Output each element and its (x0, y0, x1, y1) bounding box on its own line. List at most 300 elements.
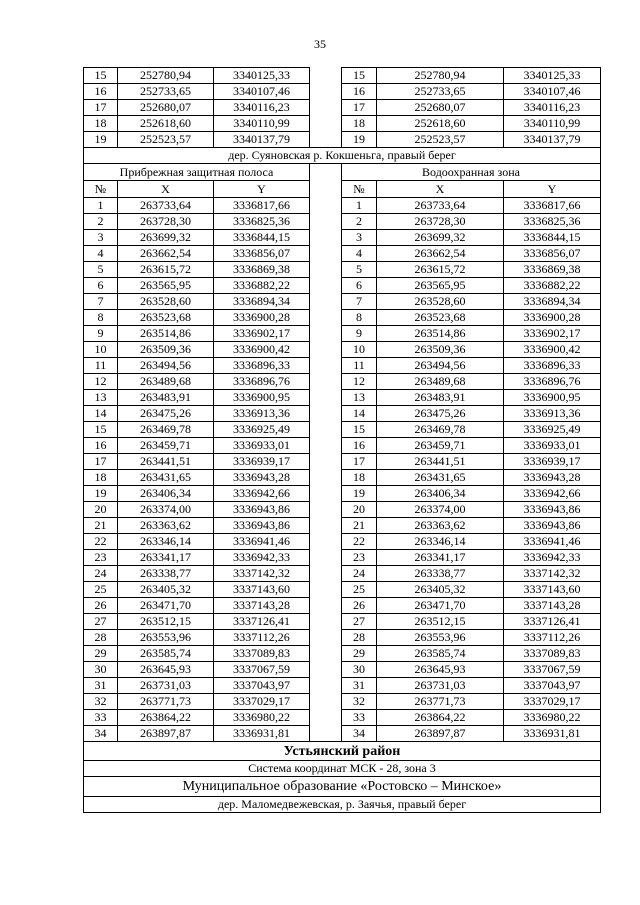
x-coordinate-right: 263406,34 (377, 486, 504, 502)
table-row (84, 262, 601, 278)
x-coordinate-right: 263699,32 (377, 230, 504, 246)
point-number-left: 17 (84, 454, 118, 470)
point-number-left: 19 (84, 486, 118, 502)
x-coordinate-left: 263405,32 (118, 582, 214, 598)
table-row (84, 470, 601, 486)
y-coordinate-left: 3337029,17 (214, 694, 310, 710)
x-coordinate-right: 263363,62 (377, 518, 504, 534)
table-row (84, 518, 601, 534)
column-gap (310, 374, 342, 390)
x-coordinate-left: 263471,70 (118, 598, 214, 614)
point-number-left: 12 (84, 374, 118, 390)
table-row (84, 662, 601, 678)
page-number: 35 (314, 37, 326, 51)
y-coordinate-right: 3337112,26 (504, 630, 601, 646)
district-title: Устьянский район (84, 742, 601, 761)
point-number-right: 18 (342, 470, 377, 486)
y-coordinate-right: 3336902,17 (504, 326, 601, 342)
point-number-left: 6 (84, 278, 118, 294)
y-coordinate-right: 3336825,36 (504, 214, 601, 230)
y-coordinate-left: 3340125,33 (214, 68, 310, 84)
y-coordinate-left: 3340110,99 (214, 116, 310, 132)
col-header-x-right: X (377, 181, 504, 198)
point-number-left: 11 (84, 358, 118, 374)
point-number-right: 16 (342, 438, 377, 454)
column-gap (310, 454, 342, 470)
table-row (84, 678, 601, 694)
y-coordinate-left: 3336900,95 (214, 390, 310, 406)
point-number-left: 30 (84, 662, 118, 678)
table-row (84, 100, 601, 116)
y-coordinate-left: 3336896,33 (214, 358, 310, 374)
column-gap (310, 406, 342, 422)
y-coordinate-left: 3336882,22 (214, 278, 310, 294)
table-row (84, 502, 601, 518)
point-number-right: 4 (342, 246, 377, 262)
point-number-left: 7 (84, 294, 118, 310)
column-gap (310, 470, 342, 486)
x-coordinate-left: 263645,93 (118, 662, 214, 678)
y-coordinate-right: 3337029,17 (504, 694, 601, 710)
y-coordinate-right: 3336817,66 (504, 198, 601, 214)
point-number-left: 8 (84, 310, 118, 326)
y-coordinate-left: 3336925,49 (214, 422, 310, 438)
column-gap (310, 390, 342, 406)
x-coordinate-right: 263469,78 (377, 422, 504, 438)
table-row (84, 294, 601, 310)
point-number-left: 29 (84, 646, 118, 662)
point-number-right: 12 (342, 374, 377, 390)
x-coordinate-right: 263509,36 (377, 342, 504, 358)
point-number-left: 3 (84, 230, 118, 246)
point-number-right: 19 (342, 132, 377, 148)
column-gap (310, 598, 342, 614)
point-number-right: 9 (342, 326, 377, 342)
y-coordinate-right: 3336896,33 (504, 358, 601, 374)
y-coordinate-left: 3336900,42 (214, 342, 310, 358)
x-coordinate-left: 252680,07 (118, 100, 214, 116)
column-gap (310, 502, 342, 518)
column-gap (310, 181, 342, 198)
column-gap (310, 422, 342, 438)
table-row (84, 582, 601, 598)
x-coordinate-left: 263406,34 (118, 486, 214, 502)
table-row (84, 84, 601, 100)
x-coordinate-left: 263897,87 (118, 726, 214, 742)
point-number-right: 10 (342, 342, 377, 358)
x-coordinate-right: 263733,64 (377, 198, 504, 214)
x-coordinate-left: 263523,68 (118, 310, 214, 326)
x-coordinate-right: 263346,14 (377, 534, 504, 550)
x-coordinate-left: 252733,65 (118, 84, 214, 100)
y-coordinate-right: 3336931,81 (504, 726, 601, 742)
x-coordinate-left: 263553,96 (118, 630, 214, 646)
y-coordinate-right: 3340107,46 (504, 84, 601, 100)
x-coordinate-left: 263512,15 (118, 614, 214, 630)
table-row (84, 326, 601, 342)
point-number-right: 28 (342, 630, 377, 646)
x-coordinate-right: 263374,00 (377, 502, 504, 518)
y-coordinate-right: 3340110,99 (504, 116, 601, 132)
x-coordinate-right: 263483,91 (377, 390, 504, 406)
col-header-x-left: X (118, 181, 214, 198)
column-gap (310, 230, 342, 246)
y-coordinate-right: 3336943,28 (504, 470, 601, 486)
x-coordinate-right: 263494,56 (377, 358, 504, 374)
point-number-left: 15 (84, 422, 118, 438)
x-coordinate-left: 263662,54 (118, 246, 214, 262)
point-number-right: 13 (342, 390, 377, 406)
point-number-right: 23 (342, 550, 377, 566)
x-coordinate-left: 263585,74 (118, 646, 214, 662)
col-header-num-right: № (342, 181, 377, 198)
point-number-left: 5 (84, 262, 118, 278)
point-number-left: 33 (84, 710, 118, 726)
table-row (84, 68, 601, 84)
point-number-right: 30 (342, 662, 377, 678)
y-coordinate-right: 3336939,17 (504, 454, 601, 470)
point-number-left: 14 (84, 406, 118, 422)
column-gap (310, 326, 342, 342)
table-row (84, 630, 601, 646)
column-gap (310, 614, 342, 630)
x-coordinate-left: 263514,86 (118, 326, 214, 342)
point-number-right: 3 (342, 230, 377, 246)
column-gap (310, 678, 342, 694)
table-row (84, 454, 601, 470)
x-coordinate-right: 252618,60 (377, 116, 504, 132)
section-title: дер. Суяновская р. Кокшеньга, правый берег (84, 148, 601, 164)
point-number-left: 24 (84, 566, 118, 582)
y-coordinate-left: 3336844,15 (214, 230, 310, 246)
x-coordinate-right: 263514,86 (377, 326, 504, 342)
point-number-right: 1 (342, 198, 377, 214)
y-coordinate-right: 3336933,01 (504, 438, 601, 454)
y-coordinate-right: 3337126,41 (504, 614, 601, 630)
table-row (84, 566, 601, 582)
point-number-right: 31 (342, 678, 377, 694)
x-coordinate-right: 263662,54 (377, 246, 504, 262)
column-gap (310, 278, 342, 294)
y-coordinate-left: 3336931,81 (214, 726, 310, 742)
point-number-left: 9 (84, 326, 118, 342)
x-coordinate-left: 263864,22 (118, 710, 214, 726)
table-row (84, 406, 601, 422)
point-number-left: 15 (84, 68, 118, 84)
point-number-right: 26 (342, 598, 377, 614)
y-coordinate-left: 3337142,32 (214, 566, 310, 582)
x-coordinate-right: 252780,94 (377, 68, 504, 84)
y-coordinate-right: 3337067,59 (504, 662, 601, 678)
point-number-right: 17 (342, 100, 377, 116)
y-coordinate-left: 3337043,97 (214, 678, 310, 694)
top-rows (84, 68, 601, 148)
table-row (84, 374, 601, 390)
y-coordinate-left: 3337112,26 (214, 630, 310, 646)
x-coordinate-left: 263565,95 (118, 278, 214, 294)
x-coordinate-left: 263475,26 (118, 406, 214, 422)
y-coordinate-right: 3336894,34 (504, 294, 601, 310)
table-row (84, 342, 601, 358)
y-coordinate-left: 3337067,59 (214, 662, 310, 678)
point-number-right: 15 (342, 68, 377, 84)
x-coordinate-left: 263615,72 (118, 262, 214, 278)
column-gap (310, 246, 342, 262)
point-number-right: 16 (342, 84, 377, 100)
point-number-left: 22 (84, 534, 118, 550)
column-gap (310, 198, 342, 214)
x-coordinate-left: 263528,60 (118, 294, 214, 310)
table-row (84, 310, 601, 326)
point-number-left: 20 (84, 502, 118, 518)
column-gap (310, 486, 342, 502)
table-row (84, 598, 601, 614)
column-gap (310, 358, 342, 374)
column-gap (310, 116, 342, 132)
table-row (84, 726, 601, 742)
y-coordinate-right: 3336900,28 (504, 310, 601, 326)
y-coordinate-left: 3337089,83 (214, 646, 310, 662)
x-coordinate-right: 263528,60 (377, 294, 504, 310)
x-coordinate-right: 263728,30 (377, 214, 504, 230)
x-coordinate-left: 263509,36 (118, 342, 214, 358)
x-coordinate-right: 252680,07 (377, 100, 504, 116)
y-coordinate-left: 3336980,22 (214, 710, 310, 726)
y-coordinate-right: 3336900,42 (504, 342, 601, 358)
y-coordinate-left: 3340116,23 (214, 100, 310, 116)
y-coordinate-left: 3336943,86 (214, 502, 310, 518)
y-coordinate-right: 3337142,32 (504, 566, 601, 582)
column-gap (310, 438, 342, 454)
x-coordinate-right: 263864,22 (377, 710, 504, 726)
x-coordinate-left: 263489,68 (118, 374, 214, 390)
y-coordinate-right: 3336941,46 (504, 534, 601, 550)
x-coordinate-right: 252733,65 (377, 84, 504, 100)
section-header (84, 148, 601, 198)
y-coordinate-right: 3336942,33 (504, 550, 601, 566)
col-header-y-left: Y (214, 181, 310, 198)
column-gap (310, 310, 342, 326)
table-row (84, 390, 601, 406)
x-coordinate-right: 263338,77 (377, 566, 504, 582)
table-row (84, 230, 601, 246)
y-coordinate-right: 3336844,15 (504, 230, 601, 246)
y-coordinate-left: 3336856,07 (214, 246, 310, 262)
y-coordinate-right: 3336980,22 (504, 710, 601, 726)
column-gap (310, 566, 342, 582)
table-row (84, 614, 601, 630)
x-coordinate-right: 263897,87 (377, 726, 504, 742)
column-gap (310, 726, 342, 742)
y-coordinate-left: 3336942,66 (214, 486, 310, 502)
table-row (84, 694, 601, 710)
point-number-right: 18 (342, 116, 377, 132)
point-number-right: 32 (342, 694, 377, 710)
col-header-y-right: Y (504, 181, 601, 198)
column-gap (310, 534, 342, 550)
y-coordinate-left: 3336943,28 (214, 470, 310, 486)
point-number-left: 27 (84, 614, 118, 630)
y-coordinate-left: 3336894,34 (214, 294, 310, 310)
point-number-left: 10 (84, 342, 118, 358)
column-gap (310, 342, 342, 358)
coordinates-table (83, 67, 601, 813)
column-gap (310, 68, 342, 84)
table-row (84, 534, 601, 550)
x-coordinate-left: 252780,94 (118, 68, 214, 84)
point-number-right: 34 (342, 726, 377, 742)
x-coordinate-right: 252523,57 (377, 132, 504, 148)
x-coordinate-left: 263346,14 (118, 534, 214, 550)
y-coordinate-right: 3336896,76 (504, 374, 601, 390)
point-number-left: 32 (84, 694, 118, 710)
x-coordinate-left: 263441,51 (118, 454, 214, 470)
table-row (84, 422, 601, 438)
y-coordinate-right: 3337143,28 (504, 598, 601, 614)
point-number-right: 14 (342, 406, 377, 422)
x-coordinate-right: 263459,71 (377, 438, 504, 454)
x-coordinate-left: 263731,03 (118, 678, 214, 694)
column-gap (310, 710, 342, 726)
point-number-left: 31 (84, 678, 118, 694)
coordinate-system: Система координат МСК - 28, зона 3 (84, 761, 601, 777)
x-coordinate-left: 263338,77 (118, 566, 214, 582)
table-row (84, 486, 601, 502)
point-number-right: 22 (342, 534, 377, 550)
column-gap (310, 262, 342, 278)
main-rows (84, 198, 601, 742)
table-row (84, 198, 601, 214)
y-coordinate-left: 3336941,46 (214, 534, 310, 550)
y-coordinate-left: 3336896,76 (214, 374, 310, 390)
point-number-right: 24 (342, 566, 377, 582)
point-number-right: 2 (342, 214, 377, 230)
column-gap (310, 694, 342, 710)
point-number-left: 19 (84, 132, 118, 148)
point-number-left: 28 (84, 630, 118, 646)
x-coordinate-right: 263471,70 (377, 598, 504, 614)
y-coordinate-right: 3336869,38 (504, 262, 601, 278)
table-row (84, 358, 601, 374)
point-number-right: 21 (342, 518, 377, 534)
y-coordinate-right: 3336856,07 (504, 246, 601, 262)
column-gap (310, 646, 342, 662)
column-gap (310, 164, 342, 181)
x-coordinate-left: 263728,30 (118, 214, 214, 230)
y-coordinate-right: 3340116,23 (504, 100, 601, 116)
y-coordinate-right: 3340137,79 (504, 132, 601, 148)
y-coordinate-right: 3336943,86 (504, 502, 601, 518)
point-number-right: 5 (342, 262, 377, 278)
point-number-left: 25 (84, 582, 118, 598)
x-coordinate-right: 263489,68 (377, 374, 504, 390)
table-row (84, 438, 601, 454)
y-coordinate-right: 3336942,66 (504, 486, 601, 502)
x-coordinate-left: 263431,65 (118, 470, 214, 486)
y-coordinate-left: 3336942,33 (214, 550, 310, 566)
col-header-num-left: № (84, 181, 118, 198)
x-coordinate-right: 263645,93 (377, 662, 504, 678)
x-coordinate-left: 252523,57 (118, 132, 214, 148)
point-number-left: 16 (84, 84, 118, 100)
table-row (84, 278, 601, 294)
y-coordinate-left: 3336817,66 (214, 198, 310, 214)
x-coordinate-left: 263363,62 (118, 518, 214, 534)
table-row (84, 246, 601, 262)
column-gap (310, 214, 342, 230)
column-gap (310, 630, 342, 646)
x-coordinate-left: 263771,73 (118, 694, 214, 710)
point-number-right: 15 (342, 422, 377, 438)
y-coordinate-right: 3337043,97 (504, 678, 601, 694)
point-number-left: 34 (84, 726, 118, 742)
x-coordinate-right: 263565,95 (377, 278, 504, 294)
point-number-right: 20 (342, 502, 377, 518)
y-coordinate-left: 3340137,79 (214, 132, 310, 148)
x-coordinate-left: 263469,78 (118, 422, 214, 438)
point-number-right: 19 (342, 486, 377, 502)
point-number-right: 27 (342, 614, 377, 630)
x-coordinate-right: 263771,73 (377, 694, 504, 710)
x-coordinate-left: 263459,71 (118, 438, 214, 454)
y-coordinate-left: 3336943,86 (214, 518, 310, 534)
point-number-left: 26 (84, 598, 118, 614)
y-coordinate-left: 3336933,01 (214, 438, 310, 454)
left-header: Прибрежная защитная полоса (84, 164, 310, 181)
point-number-left: 4 (84, 246, 118, 262)
y-coordinate-left: 3336825,36 (214, 214, 310, 230)
point-number-right: 25 (342, 582, 377, 598)
table-row (84, 132, 601, 148)
x-coordinate-right: 263585,74 (377, 646, 504, 662)
x-coordinate-right: 263615,72 (377, 262, 504, 278)
x-coordinate-left: 263483,91 (118, 390, 214, 406)
y-coordinate-left: 3336913,36 (214, 406, 310, 422)
x-coordinate-right: 263512,15 (377, 614, 504, 630)
y-coordinate-right: 3336913,36 (504, 406, 601, 422)
point-number-left: 23 (84, 550, 118, 566)
y-coordinate-left: 3337126,41 (214, 614, 310, 630)
table-row (84, 116, 601, 132)
x-coordinate-right: 263441,51 (377, 454, 504, 470)
x-coordinate-left: 263341,17 (118, 550, 214, 566)
y-coordinate-right: 3337089,83 (504, 646, 601, 662)
x-coordinate-right: 263475,26 (377, 406, 504, 422)
point-number-left: 16 (84, 438, 118, 454)
x-coordinate-right: 263523,68 (377, 310, 504, 326)
y-coordinate-left: 3337143,60 (214, 582, 310, 598)
x-coordinate-right: 263731,03 (377, 678, 504, 694)
table-row (84, 710, 601, 726)
footer-rows (84, 742, 601, 813)
y-coordinate-left: 3336900,28 (214, 310, 310, 326)
point-number-right: 8 (342, 310, 377, 326)
table-row (84, 646, 601, 662)
x-coordinate-right: 263431,65 (377, 470, 504, 486)
column-gap (310, 84, 342, 100)
y-coordinate-right: 3340125,33 (504, 68, 601, 84)
y-coordinate-right: 3337143,60 (504, 582, 601, 598)
table-row (84, 214, 601, 230)
point-number-left: 2 (84, 214, 118, 230)
x-coordinate-left: 263733,64 (118, 198, 214, 214)
x-coordinate-left: 263699,32 (118, 230, 214, 246)
column-gap (310, 550, 342, 566)
column-gap (310, 132, 342, 148)
y-coordinate-right: 3336943,86 (504, 518, 601, 534)
point-number-left: 1 (84, 198, 118, 214)
column-gap (310, 294, 342, 310)
